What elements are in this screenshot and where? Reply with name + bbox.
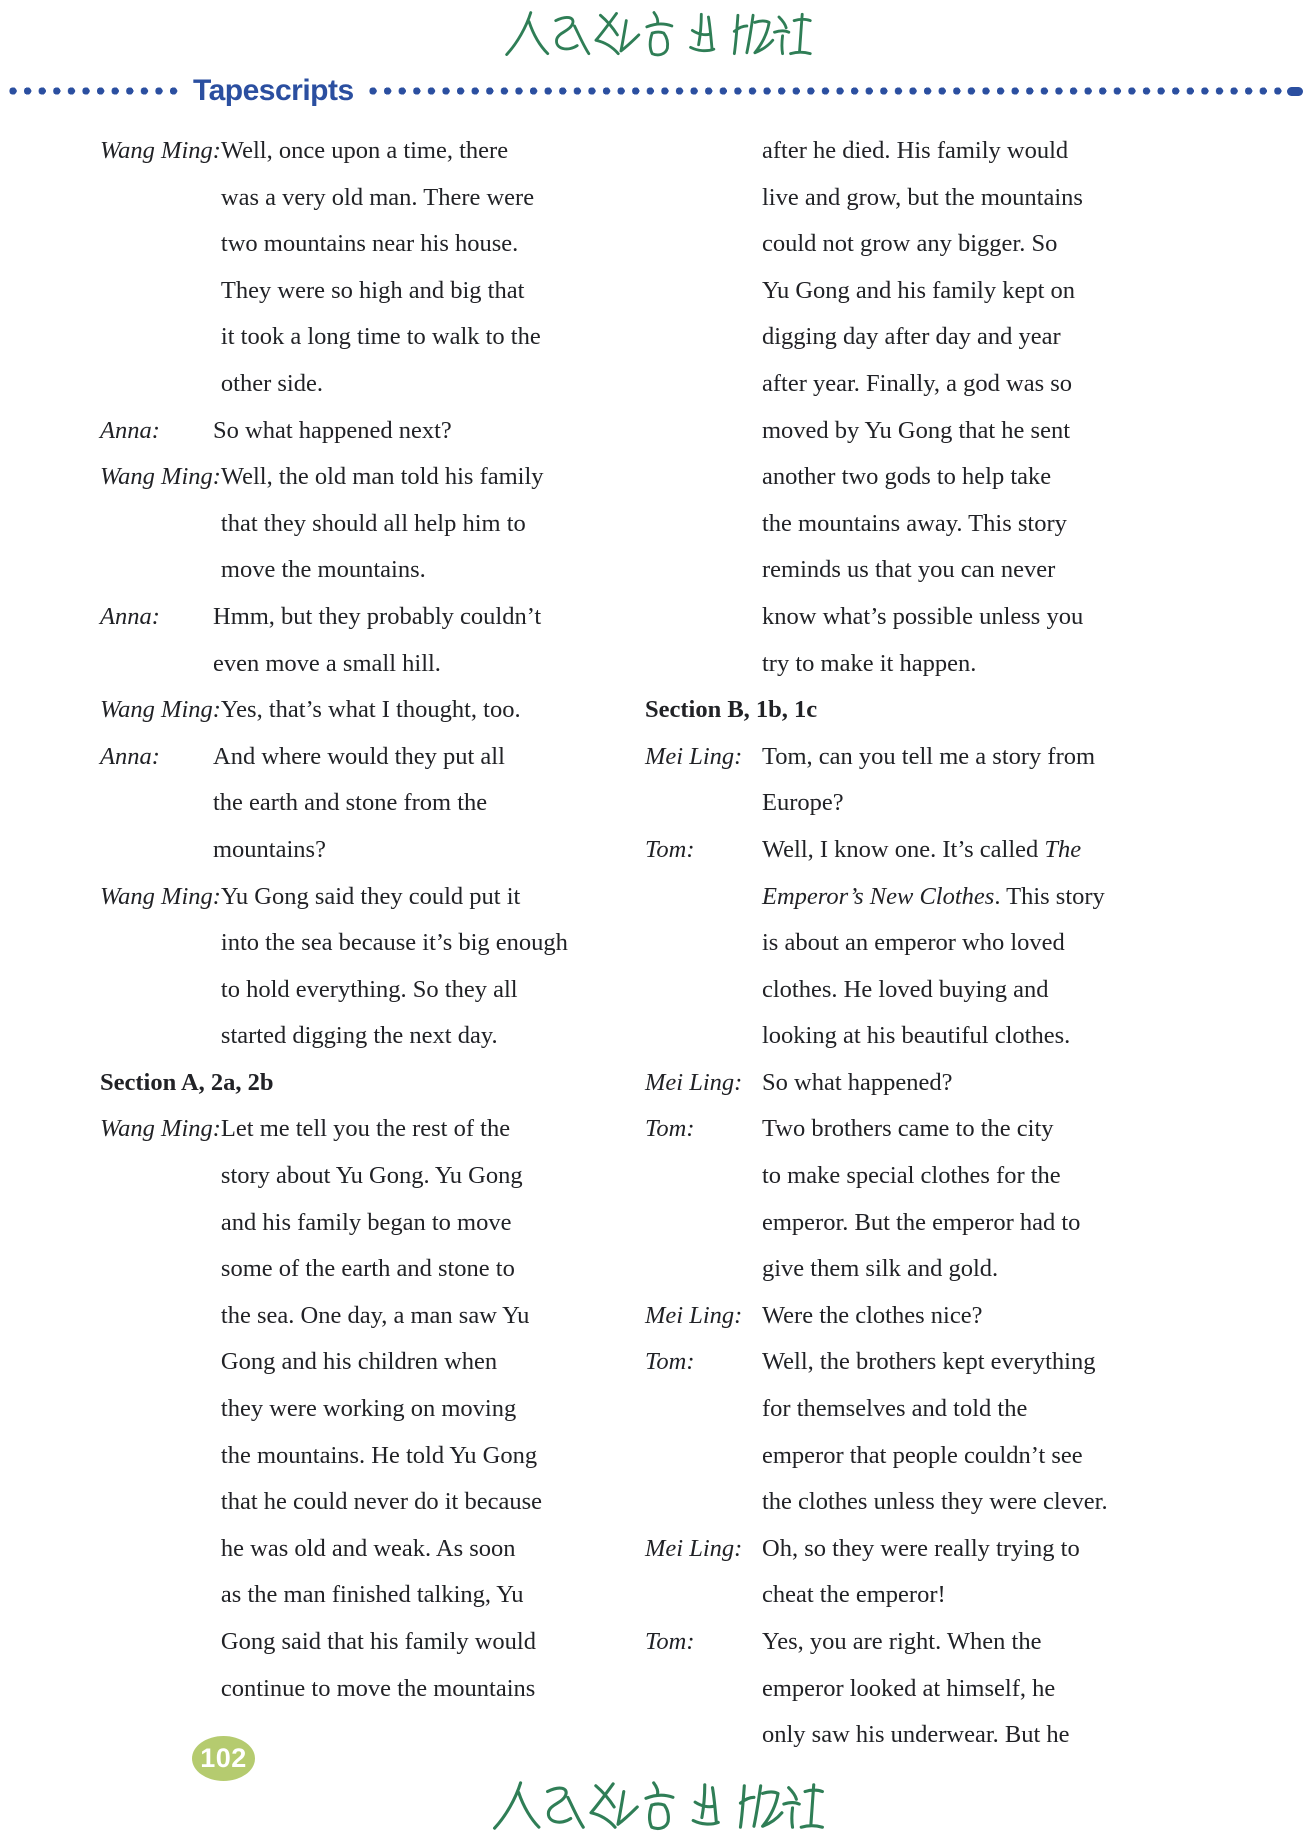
- dialogue-line: give them silk and gold.: [762, 1255, 999, 1283]
- dialogue-line: the mountains. He told Yu Gong: [220, 1441, 538, 1469]
- dialogue-lines: [762, 1526, 1255, 1619]
- dialogue-line: Oh, so they were really trying to: [762, 1534, 1080, 1562]
- dialogue-lines: [221, 454, 648, 594]
- dialogue-line: Well, once upon a time, there: [220, 137, 509, 164]
- section-heading: Section A, 2a, 2b: [100, 1068, 274, 1096]
- dialogue-line: that they should all help him to: [220, 509, 526, 537]
- dialogue-line: the clothes unless they were clever.: [762, 1488, 1108, 1516]
- dialogue-line: Hmm, but they probably couldn’t: [213, 602, 542, 630]
- dialogue-entry: [645, 1293, 1255, 1340]
- dialogue-lines: [221, 1106, 648, 1712]
- dialogue-line: some of the earth and stone to: [220, 1255, 515, 1283]
- dialogue-line: the mountains away. This story: [762, 509, 1067, 537]
- dialogue-line: two mountains near his house.: [220, 230, 519, 258]
- dialogue-line: to make special clothes for the: [762, 1162, 1061, 1190]
- dialogue-lines: [762, 1060, 1255, 1107]
- speaker-label: Mei Ling:: [645, 742, 743, 770]
- dialogue-entry: [645, 1339, 1255, 1525]
- dialogue-line: try to make it happen.: [762, 649, 977, 677]
- calligraphy-strokes-icon: [472, 1779, 844, 1833]
- dialogue-entry: [645, 1060, 1255, 1107]
- dialogue-line: for themselves and told the: [762, 1395, 1028, 1423]
- dialogue-line: they were working on moving: [220, 1395, 517, 1423]
- calligraphy-strokes-icon: [472, 9, 844, 59]
- dialogue-line: live and grow, but the mountains: [762, 183, 1083, 211]
- left-column: [100, 128, 648, 1712]
- dialogue-line: he was old and weak. As soon: [220, 1534, 516, 1562]
- speaker-label: Wang Ming:: [100, 696, 221, 724]
- dialogue-entry: [645, 128, 1255, 687]
- dialogue-lines: [762, 1619, 1255, 1759]
- dialogue-lines: [762, 827, 1255, 1060]
- dialogue-line: So what happened next?: [213, 416, 452, 444]
- dialogue-line: as the man finished talking, Yu: [220, 1581, 524, 1609]
- dialogue-lines: [213, 594, 648, 687]
- dialogue-line: the earth and stone from the: [213, 789, 488, 817]
- dialogue-entry: [645, 1106, 1255, 1292]
- dialogue-line: emperor looked at himself, he: [762, 1674, 1056, 1702]
- dialogue-lines: [762, 734, 1255, 827]
- dialogue-lines: [221, 874, 648, 1060]
- speaker-label: Wang Ming:: [100, 463, 221, 491]
- dialogue-entry: [100, 594, 648, 687]
- speaker-label: Mei Ling:: [645, 1534, 743, 1562]
- dialogue-line: Yes, you are right. When the: [762, 1628, 1042, 1655]
- dialogue-lines: [762, 1339, 1255, 1525]
- dialogue-line: Well, I know one. It’s called The: [762, 835, 1082, 863]
- speaker-label: Tom:: [645, 1348, 695, 1376]
- dialogue-line: emperor. But the emperor had to: [762, 1208, 1081, 1236]
- section-heading: Section B, 1b, 1c: [645, 696, 818, 724]
- tapescripts-title-bar: [8, 73, 1303, 109]
- dialogue-entry: [645, 1619, 1255, 1759]
- dialogue-line: Gong said that his family would: [220, 1628, 536, 1655]
- dialogue-line: after year. Finally, a god was so: [762, 369, 1073, 397]
- dialogue-line: Tom, can you tell me a story from: [762, 742, 1096, 770]
- dialogue-line: other side.: [220, 369, 323, 397]
- dialogue-line: continue to move the mountains: [220, 1674, 536, 1702]
- dialogue-line: only saw his underwear. But he: [762, 1721, 1070, 1749]
- publisher-calligraphy-header: [472, 9, 844, 59]
- dialogue-line: looking at his beautiful clothes.: [762, 1022, 1071, 1050]
- dialogue-line: reminds us that you can never: [762, 556, 1056, 584]
- dialogue-entry: [100, 454, 648, 594]
- speaker-label: Wang Ming:: [100, 882, 221, 910]
- dotted-rule-left: [8, 86, 182, 96]
- dialogue-lines: [762, 1293, 1255, 1340]
- right-column: [645, 128, 1255, 1759]
- dialogue-line: mountains?: [213, 835, 326, 863]
- dialogue-entry: [100, 408, 648, 455]
- dialogue-lines: [221, 687, 648, 734]
- dialogue-line: Emperor’s New Clothes. This story: [762, 882, 1105, 910]
- speaker-label: Wang Ming:: [100, 1115, 221, 1143]
- dialogue-line: and his family began to move: [220, 1208, 512, 1236]
- speaker-label: Mei Ling:: [645, 1068, 743, 1096]
- dialogue-line: Europe?: [762, 789, 844, 817]
- dialogue-line: They were so high and big that: [220, 276, 525, 304]
- dialogue-line: Two brothers came to the city: [762, 1115, 1054, 1143]
- dialogue-line: know what’s possible unless you: [762, 602, 1084, 630]
- dialogue-line: moved by Yu Gong that he sent: [762, 416, 1071, 444]
- dialogue-line: into the sea because it’s big enough: [220, 929, 568, 957]
- dialogue-line: story about Yu Gong. Yu Gong: [220, 1162, 523, 1190]
- dialogue-line: move the mountains.: [220, 556, 426, 584]
- speaker-label: Tom:: [645, 1628, 695, 1655]
- dialogue-line: digging day after day and year: [762, 323, 1061, 351]
- dialogue-entry: [645, 1526, 1255, 1619]
- dialogue-line: Gong and his children when: [220, 1348, 498, 1376]
- speaker-label: Tom:: [645, 1115, 695, 1143]
- dialogue-line: even move a small hill.: [213, 649, 441, 677]
- dialogue-line: the sea. One day, a man saw Yu: [220, 1301, 530, 1329]
- dialogue-line: Let me tell you the rest of the: [220, 1115, 511, 1143]
- publisher-calligraphy-footer: [472, 1779, 844, 1833]
- dialogue-entry: [645, 734, 1255, 827]
- dialogue-line: Were the clothes nice?: [762, 1301, 983, 1329]
- dialogue-lines: [762, 128, 1255, 687]
- dialogue-line: started digging the next day.: [220, 1022, 498, 1050]
- dialogue-entry: [100, 874, 648, 1060]
- dialogue-line: emperor that people couldn’t see: [762, 1441, 1083, 1469]
- dialogue-line: clothes. He loved buying and: [762, 975, 1049, 1003]
- dialogue-line: Yu Gong said they could put it: [220, 882, 521, 910]
- dialogue-entry: [100, 687, 648, 734]
- dotted-rule-right: [368, 86, 1285, 96]
- dialogue-line: could not grow any bigger. So: [762, 230, 1058, 258]
- speaker-label: Mei Ling:: [645, 1301, 743, 1329]
- speaker-label: Anna:: [100, 416, 160, 444]
- dialogue-line: Yu Gong and his family kept on: [762, 276, 1076, 304]
- dialogue-entry: [100, 734, 648, 874]
- dialogue-lines: [213, 734, 648, 874]
- speaker-label: Anna:: [100, 742, 160, 770]
- dialogue-lines: [213, 408, 648, 455]
- page-title: Tapescripts: [193, 74, 354, 107]
- speaker-label: Tom:: [645, 835, 695, 863]
- dialogue-line: after he died. His family would: [762, 137, 1069, 164]
- dialogue-entry: [100, 1106, 648, 1712]
- speaker-label: Wang Ming:: [100, 137, 221, 164]
- speaker-label: Anna:: [100, 602, 160, 630]
- dialogue-line: Well, the brothers kept everything: [762, 1348, 1096, 1376]
- page-number-badge: [192, 1736, 255, 1781]
- dotted-rule-end-dot: [1287, 87, 1303, 96]
- dialogue-line: Yes, that’s what I thought, too.: [220, 696, 521, 724]
- dialogue-entry: [645, 827, 1255, 1060]
- dialogue-line: it took a long time to walk to the: [220, 323, 541, 351]
- dialogue-line: And where would they put all: [213, 742, 505, 770]
- dialogue-lines: [221, 128, 648, 408]
- dialogue-line: another two gods to help take: [762, 463, 1052, 491]
- dialogue-line: was a very old man. There were: [220, 183, 535, 211]
- dialogue-lines: [762, 1106, 1255, 1292]
- page-number: 102: [200, 1743, 247, 1773]
- dialogue-line: to hold everything. So they all: [220, 975, 518, 1003]
- dialogue-line: that he could never do it because: [220, 1488, 543, 1516]
- dialogue-line: Well, the old man told his family: [220, 463, 544, 491]
- dialogue-line: So what happened?: [762, 1068, 953, 1096]
- dialogue-line: is about an emperor who loved: [762, 929, 1065, 957]
- dialogue-entry: [100, 128, 648, 408]
- dialogue-line: cheat the emperor!: [762, 1581, 946, 1609]
